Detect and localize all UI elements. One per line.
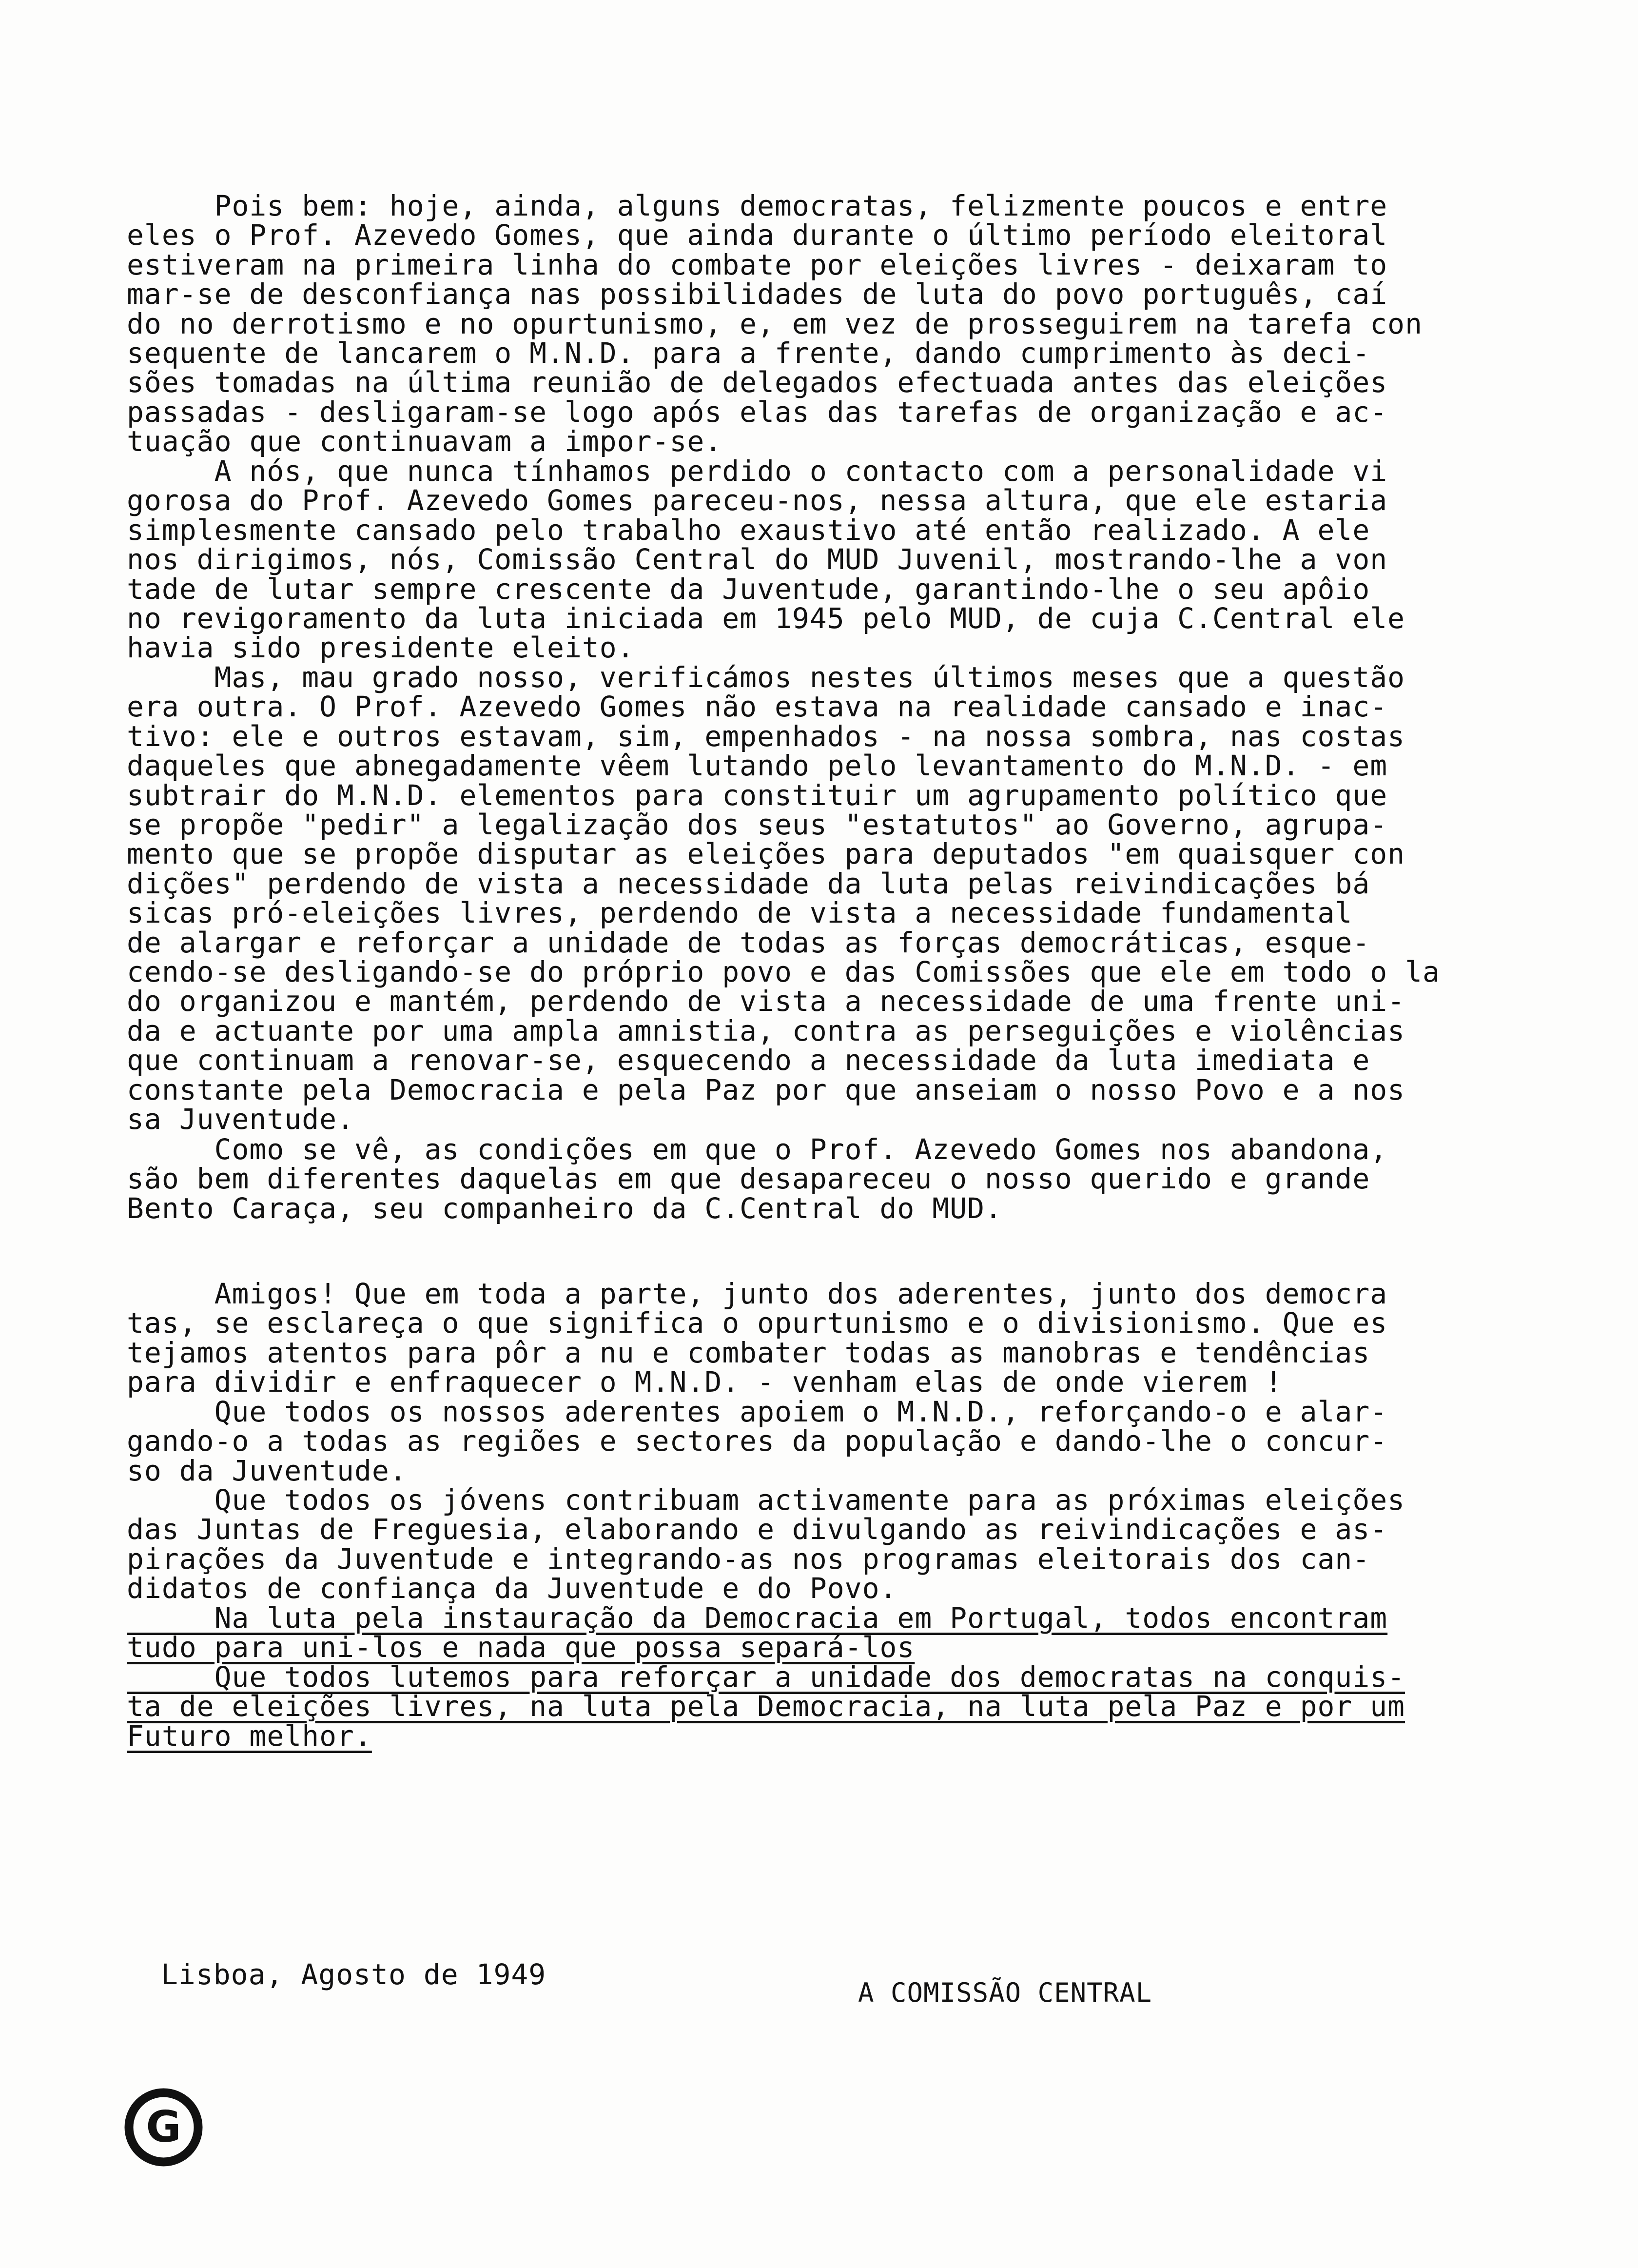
text-line: pirações da Juventude e integrando-as nos programas eleitorais dos can- (127, 1542, 1370, 1576)
date-line: Lisboa, Agosto de 1949 (161, 1958, 546, 1991)
text-line: Amigos! Que em toda a parte, junto dos aderentes, junto dos democra (127, 1277, 1388, 1310)
text-line: tejamos atentos para pôr a nu e combater todas as manobras e tendências (127, 1336, 1370, 1369)
paragraph-3 (127, 663, 1540, 1134)
text-line: tivo: ele e outros estavam, sim, empenhados - na nossa sombra, nas costas (127, 719, 1405, 753)
paragraph-8 (127, 1603, 1540, 1751)
text-line: gando-o a todas as regiões e sectores da população e dando-lhe o concur- (127, 1424, 1388, 1458)
paragraph-2 (127, 456, 1540, 663)
text-line: Que todos os nossos aderentes apoiem o M.N.D., reforçando-o e alar- (127, 1395, 1388, 1428)
text-line: sequente de lancarem o M.N.D. para a frente, dando cumprimento às deci- (127, 336, 1370, 370)
text-line: de alargar e reforçar a unidade de todas as forças democráticas, esque- (127, 926, 1370, 959)
logo-letter: G (146, 2102, 181, 2152)
text-line: gorosa do Prof. Azevedo Gomes pareceu-nos, nessa altura, que ele estaria (127, 484, 1388, 517)
text-line: para dividir e enfraquecer o M.N.D. - venham elas de onde vierem ! (127, 1365, 1283, 1399)
text-line: subtrair do M.N.D. elementos para constituir um agrupamento político que (127, 778, 1388, 812)
text-line: do no derrotismo e no opurtunismo, e, em vez de prosseguirem na tarefa con (127, 307, 1423, 340)
text-line: Mas, mau grado nosso, verificámos nestes últimos meses que a questão (127, 661, 1405, 694)
text-line: dições" perdendo de vista a necessidade da luta pelas reivindicações bá (127, 867, 1370, 900)
text-line: eles o Prof. Azevedo Gomes, que ainda durante o último período eleitoral (127, 218, 1388, 252)
paragraph-4 (127, 1135, 1540, 1223)
text-line: tuação que continuavam a impor-se. (127, 425, 722, 458)
paragraph-5 (127, 1279, 1540, 1397)
text-line: cendo-se desligando-se do próprio povo e das Comissões que ele em todo o la (127, 955, 1440, 989)
text-line: são bem diferentes daquelas em que desapareceu o nosso querido e grande (127, 1162, 1370, 1196)
text-line: tudo para uni-los e nada que possa separá-los (127, 1631, 915, 1664)
text-line: tas, se esclareça o que significa o opurtunismo e o divisionismo. Que es (127, 1306, 1388, 1340)
text-line: passadas - desligaram-se logo após elas das tarefas de organização e ac- (127, 395, 1388, 429)
text-line: tade de lutar sempre crescente da Juventude, garantindo-lhe o seu apôio (127, 572, 1370, 606)
text-line: Bento Caraça, seu companheiro da C.Central do MUD. (127, 1191, 1002, 1225)
text-line: havia sido presidente eleito. (127, 631, 635, 665)
text-line: constante pela Democracia e pela Paz por que anseiam o nosso Povo e a nos (127, 1073, 1405, 1106)
text-line: mar-se de desconfiança nas possibilidades de luta do povo português, caí (127, 277, 1388, 311)
text-line: sa Juventude. (127, 1103, 354, 1136)
text-line: Pois bem: hoje, ainda, alguns democratas, felizmente poucos e entre (127, 189, 1388, 222)
text-line: daqueles que abnegadamente vêem lutando pelo levantamento do M.N.D. - em (127, 749, 1388, 783)
text-line: simplesmente cansado pelo trabalho exaustivo até então realizado. A ele (127, 513, 1370, 547)
text-line: didatos de confiança da Juventude e do Povo. (127, 1572, 897, 1605)
paragraph-7 (127, 1485, 1540, 1603)
text-line: sões tomadas na última reunião de delegados efectuada antes das eleições (127, 366, 1388, 399)
text-line: sicas pró-eleições livres, perdendo de vista a necessidade fundamental (127, 896, 1353, 930)
text-line: estiveram na primeira linha do combate por eleições livres - deixaram to (127, 248, 1388, 281)
text-line: so da Juventude. (127, 1454, 407, 1487)
text-line: das Juntas de Freguesia, elaborando e divulgando as reivindicações e as- (127, 1513, 1388, 1546)
text-line: que continuam a renovar-se, esquecendo a necessidade da luta imediata e (127, 1044, 1370, 1077)
text-line: ta de eleições livres, na luta pela Democracia, na luta pela Paz e por um (127, 1690, 1405, 1723)
text-line: se propõe "pedir" a legalização dos seus "estatutos" ao Governo, agrupa- (127, 808, 1388, 842)
text-line: Que todos lutemos para reforçar a unidade dos democratas na conquis- (127, 1660, 1405, 1694)
text-line: Como se vê, as condições em que o Prof. Azevedo Gomes nos abandona, (127, 1133, 1388, 1166)
text-line: nos dirigimos, nós, Comissão Central do MUD Juvenil, mostrando-lhe a von (127, 543, 1388, 576)
text-line: Na luta pela instauração da Democracia em Portugal, todos encontram (127, 1601, 1388, 1635)
text-line: da e actuante por uma ampla amnistia, contra as perseguições e violências (127, 1014, 1405, 1047)
text-line: Que todos os jóvens contribuam activamente para as próximas eleições (127, 1483, 1405, 1517)
paragraph-6 (127, 1397, 1540, 1485)
text-line: era outra. O Prof. Azevedo Gomes não estava na realidade cansado e inac- (127, 690, 1388, 724)
text-line: no revigoramento da luta iniciada em 1945 pelo MUD, de cuja C.Central ele (127, 602, 1405, 635)
text-line: Futuro melhor. (127, 1719, 372, 1753)
text-line: A nós, que nunca tínhamos perdido o contacto com a personalidade vi (127, 454, 1388, 488)
text-line: mento que se propõe disputar as eleições para deputados "em quaisquer con (127, 837, 1405, 871)
archive-logo (121, 2085, 206, 2170)
text-line: do organizou e mantém, perdendo de vista a necessidade de uma frente uni- (127, 985, 1405, 1018)
paragraph-1 (127, 191, 1540, 456)
signature: A COMISSÃO CENTRAL (858, 1977, 1152, 2008)
